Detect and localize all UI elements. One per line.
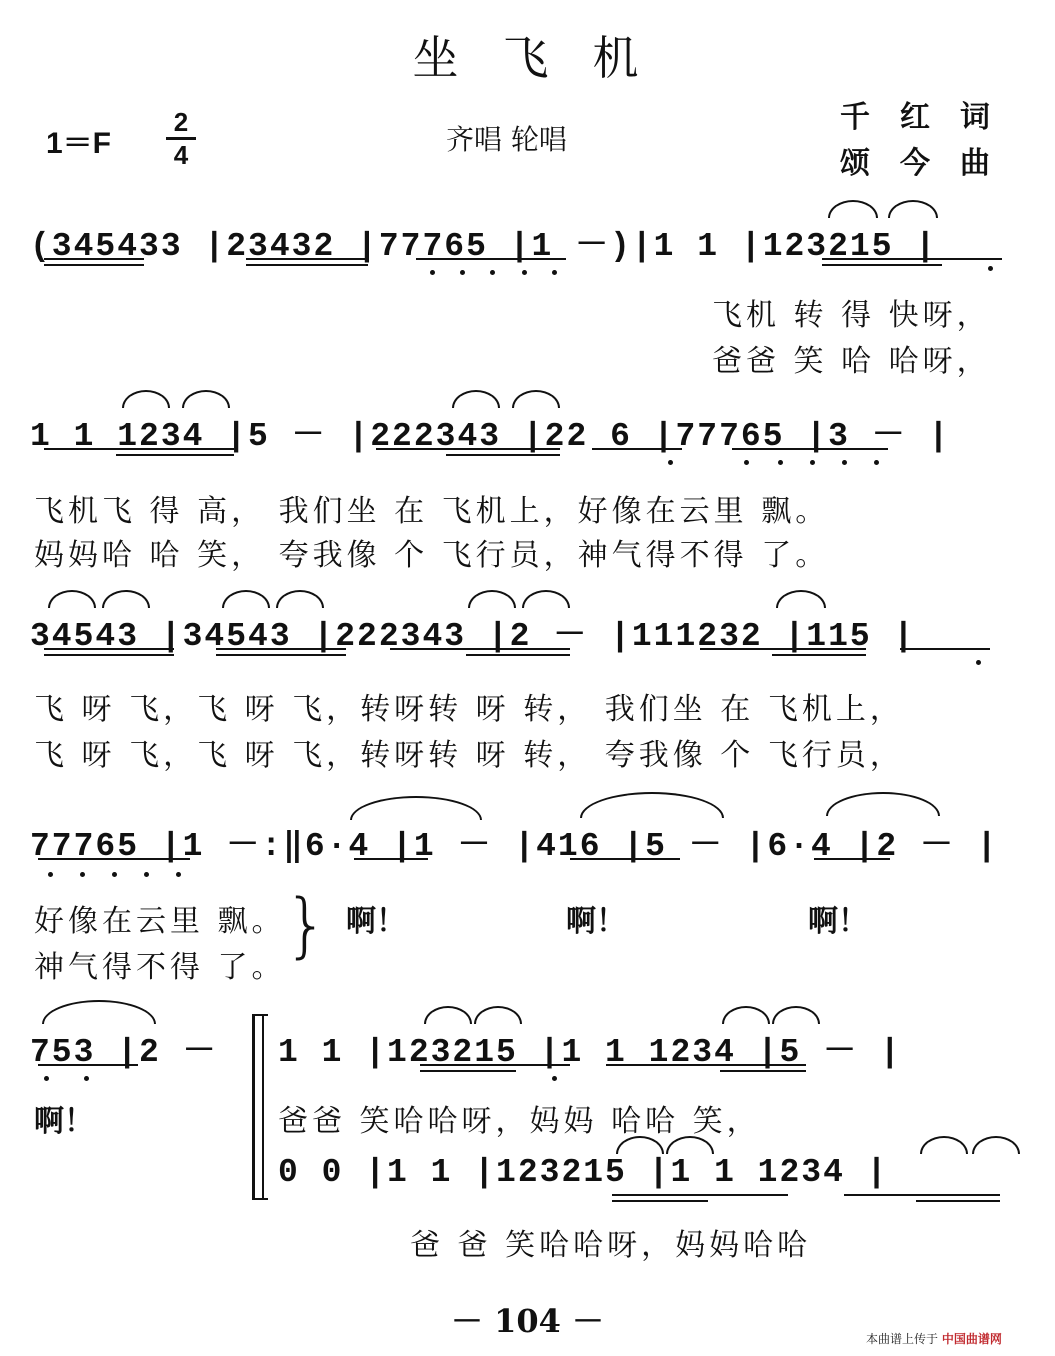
slur <box>122 390 170 408</box>
time-signature-bottom: 4 <box>173 140 189 170</box>
beam <box>38 1064 138 1066</box>
slur <box>828 200 878 218</box>
beam <box>116 454 234 456</box>
ah-lyric-1: 啊！ <box>346 904 406 939</box>
composer-credit: 颂今曲 <box>840 146 1020 181</box>
time-signature <box>164 108 198 169</box>
time-signature-top: 2 <box>173 107 189 137</box>
slur <box>102 590 150 608</box>
beam <box>570 858 680 860</box>
octave-dot <box>552 270 557 275</box>
beam <box>44 654 174 656</box>
canon-bracket <box>252 1014 255 1200</box>
octave-dot <box>988 266 993 271</box>
octave-dot <box>810 460 815 465</box>
beam <box>814 858 890 860</box>
octave-dot <box>430 270 435 275</box>
octave-dot <box>490 270 495 275</box>
beam <box>844 1194 1000 1196</box>
canon-lower-lyric: 爸 爸 笑哈哈呀，妈妈哈哈 <box>410 1228 812 1263</box>
slur <box>424 1006 472 1024</box>
octave-dot <box>80 872 85 877</box>
slur <box>222 590 270 608</box>
slur <box>888 200 938 218</box>
octave-dot <box>144 872 149 877</box>
beam <box>44 264 144 266</box>
lyric-1-verse-1: 飞机 转 得 快呀， <box>712 298 991 333</box>
beam <box>376 448 560 450</box>
beam <box>606 1064 806 1066</box>
slur <box>48 590 96 608</box>
beam <box>612 1200 708 1202</box>
slur <box>972 1136 1020 1154</box>
key-signature: 1＝F <box>46 127 112 160</box>
beam <box>38 858 190 860</box>
tie <box>580 792 724 818</box>
beam <box>700 648 866 650</box>
canon-bracket-bottom <box>252 1198 268 1200</box>
lyric-3-verse-1: 飞 呀 飞，飞 呀 飞，转呀转 呀 转， 我们坐 在 飞机上， <box>34 692 904 727</box>
slur <box>522 590 570 608</box>
beam <box>592 448 682 450</box>
ah-lyric-2: 啊！ <box>566 904 626 939</box>
slur <box>920 1136 968 1154</box>
beam <box>720 1070 806 1072</box>
beam <box>354 858 428 860</box>
lyric-2-verse-2: 妈妈哈 哈 笑， 夸我像 个 飞行员，神气得不得 了。 <box>34 538 830 573</box>
octave-dot <box>874 460 879 465</box>
lyric-4-verse-2: 神气得不得 了。 <box>34 950 286 985</box>
beam <box>44 648 174 650</box>
beam <box>446 454 560 456</box>
octave-dot <box>44 1076 49 1081</box>
octave-dot <box>976 660 981 665</box>
octave-dot <box>460 270 465 275</box>
slur <box>276 590 324 608</box>
canon-upper-lyric: 爸爸 笑哈哈呀，妈妈 哈哈 笑， <box>278 1104 761 1139</box>
song-title: 坐飞机 <box>412 31 683 85</box>
beam <box>44 258 144 260</box>
slur <box>452 390 500 408</box>
octave-dot <box>84 1076 89 1081</box>
score-line-3: 34543 |34543 |222343 |2 － |111232 |115 | <box>30 618 916 655</box>
slur <box>722 1006 770 1024</box>
slur <box>776 590 826 608</box>
beam <box>466 654 570 656</box>
lyric-1-verse-2: 爸爸 笑 哈 哈呀， <box>712 344 991 379</box>
canon-bracket-top <box>252 1014 268 1016</box>
beam <box>732 448 888 450</box>
beam <box>420 1064 570 1066</box>
canon-upper-line: 1 1 |123215 |1 1 1234 |5 － | <box>278 1034 902 1071</box>
slur <box>182 390 230 408</box>
beam <box>822 264 942 266</box>
beam <box>44 448 234 450</box>
octave-dot <box>112 872 117 877</box>
octave-dot <box>842 460 847 465</box>
beam <box>246 264 368 266</box>
beam <box>216 654 346 656</box>
octave-dot <box>668 460 673 465</box>
beam <box>612 1194 788 1196</box>
lyric-3-verse-2: 飞 呀 飞，飞 呀 飞，转呀转 呀 转， 夸我像 个 飞行员， <box>34 738 904 773</box>
beam <box>420 1070 516 1072</box>
watermark <box>866 1330 1002 1347</box>
beam <box>916 1200 1000 1202</box>
octave-dot <box>778 460 783 465</box>
watermark-text: 本曲谱上传于 <box>866 1332 939 1346</box>
performance-note: 齐唱 轮唱 <box>446 123 567 156</box>
octave-dot <box>522 270 527 275</box>
slur <box>772 1006 820 1024</box>
tie <box>826 792 940 816</box>
beam <box>246 258 368 260</box>
canon-lower-line: 0 0 |1 1 |123215 |1 1 1234 | <box>278 1154 889 1191</box>
verse-brace: } <box>284 884 329 966</box>
lyric-4-verse-1: 好像在云里 飘。 <box>34 904 286 939</box>
octave-dot <box>744 460 749 465</box>
score-line-5: 753 |2 － <box>30 1034 218 1071</box>
canon-bracket-inner <box>262 1014 264 1200</box>
watermark-logo: 中国曲谱网 <box>941 1332 1002 1346</box>
page-number: － 104 － <box>450 1302 605 1340</box>
slur <box>512 390 560 408</box>
lyric-2-verse-1: 飞机飞 得 高， 我们坐 在 飞机上，好像在云里 飘。 <box>34 494 830 529</box>
tie <box>350 796 482 820</box>
score-line-2: 1 1 1234 |5 － |222343 |22 6 |77765 |3 － | <box>30 418 951 455</box>
beam <box>822 258 1002 260</box>
score-line-1: (345433 |23432 |77765 |1 －)|1 1 |123215 | <box>30 228 938 265</box>
octave-dot <box>48 872 53 877</box>
slur <box>474 1006 522 1024</box>
beam <box>416 258 566 260</box>
ah-lyric-3: 啊！ <box>808 904 868 939</box>
lyric-5: 啊！ <box>34 1104 94 1139</box>
score-line-4: 77765 |1 －:‖6·4 |1 － |416 |5 － |6·4 |2 － | <box>30 828 999 865</box>
octave-dot <box>552 1076 557 1081</box>
beam <box>390 648 570 650</box>
octave-dot <box>176 872 181 877</box>
tie <box>42 1000 156 1024</box>
beam <box>216 648 346 650</box>
lyricist-credit: 千红词 <box>840 100 1020 135</box>
slur <box>468 590 516 608</box>
beam <box>772 654 866 656</box>
beam <box>900 648 990 650</box>
